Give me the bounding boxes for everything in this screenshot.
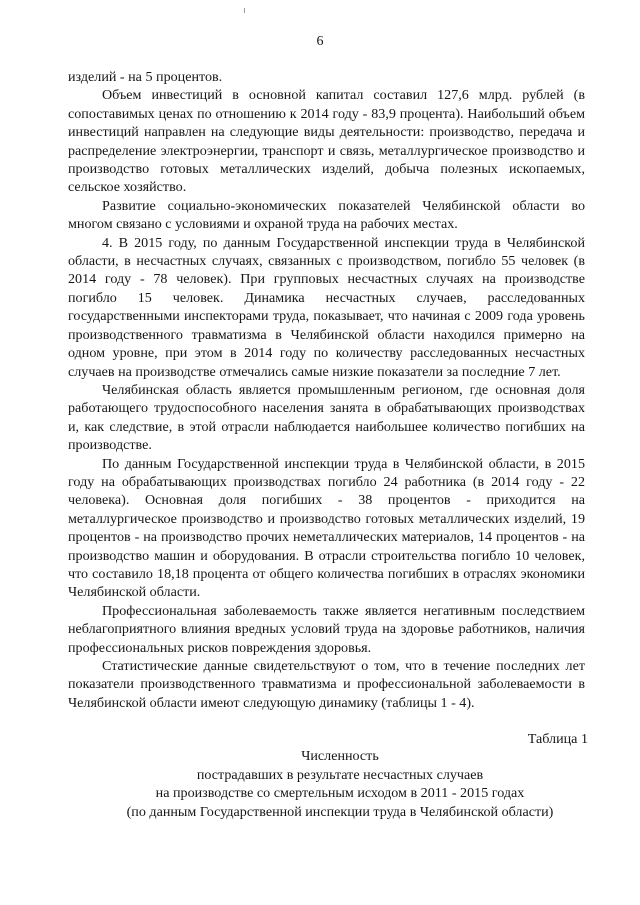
paragraph-industrial-region: Челябинская область является промышленным регионом, где основная доля работающего трудоспособного населения занята в обрабатывающих производствах и, как следствие, в этой отрасли наблюдается наибольшее количество погибших на производстве. — [68, 381, 585, 454]
table-title-line: пострадавших в результате несчастных случаев — [196, 766, 484, 783]
paragraph-occupational-disease: Профессиональная заболеваемость также является негативным последствием неблагоприятного влияния вредных условий труда на здоровье работников, наличия профессиональных рисков повреждения здоровья. — [68, 602, 585, 656]
paragraph-continuation: изделий - на 5 процентов. — [68, 69, 223, 85]
table-title-line: Численность — [301, 748, 379, 764]
page-number: 6 — [316, 34, 324, 49]
scan-artifact — [244, 8, 245, 13]
table-caption: Таблица 1 — [527, 731, 588, 747]
paragraph-accidents-2015: 4. В 2015 году, по данным Государственной инспекции труда в Челябинской области, в несчастных случаях, связанных с производством, погибло 55 человек (в 2014 году - 78 человек). При групповых несчастных случаях на производстве погибло 15 человек. Динамика несчастных случаев, расследованных государственными инспекторами труда, показывает, что начиная с 2009 года уровень производственного травматизма в Челябинской области находился примерно на одном уровне, при этом в 2014 году по количеству расследованных несчастных случаев на производстве отмечались самые низкие показатели за последние 7 лет. — [68, 234, 585, 380]
table-title-line: на производстве со смертельным исходом в 2011 - 2015 годах — [155, 785, 525, 802]
table-title — [60, 747, 620, 821]
paragraph-labor-conditions: Развитие социально-экономических показателей Челябинской области во многом связано с условиями и охраной труда на рабочих местах. — [68, 197, 585, 233]
paragraph-statistics: Статистические данные свидетельствуют о том, что в течение последних лет показатели производственного травматизма и профессиональной заболеваемости в Челябинской области имеют следующую динамику (таблицы 1 - 4). — [68, 658, 585, 711]
paragraph-investments: Объем инвестиций в основной капитал составил 127,6 млрд. рублей (в сопоставимых ценах по отношению к 2014 году - 83,9 процента). Наибольший объем инвестиций направлен на следующие виды деятельности: производство, передача и распределение электроэнергии, транспорт и связь, металлургическое производство и производство готовых металлических изделий, добыча полезных ископаемых, сельское хозяйство. — [68, 87, 585, 196]
body-text — [68, 68, 585, 712]
table-title-line: (по данным Государственной инспекции труда в Челябинской области) — [126, 803, 554, 820]
paragraph-manufacturing-deaths: По данным Государственной инспекции труда в Челябинской области, в 2015 году на обрабатывающих производствах погибло 24 работника (в 2014 году - 22 человека). Основная доля погибших - 38 процентов - приходится на металлургическое производство и производство готовых металлических изделий, 19 процентов - на производство прочих неметаллических материалов, 14 процентов - на производство машин и оборудования. В отрасли строительства погибло 10 человек, что составило 18,18 процента от общего количества погибших в отраслях экономики Челябинской области. — [68, 455, 585, 601]
